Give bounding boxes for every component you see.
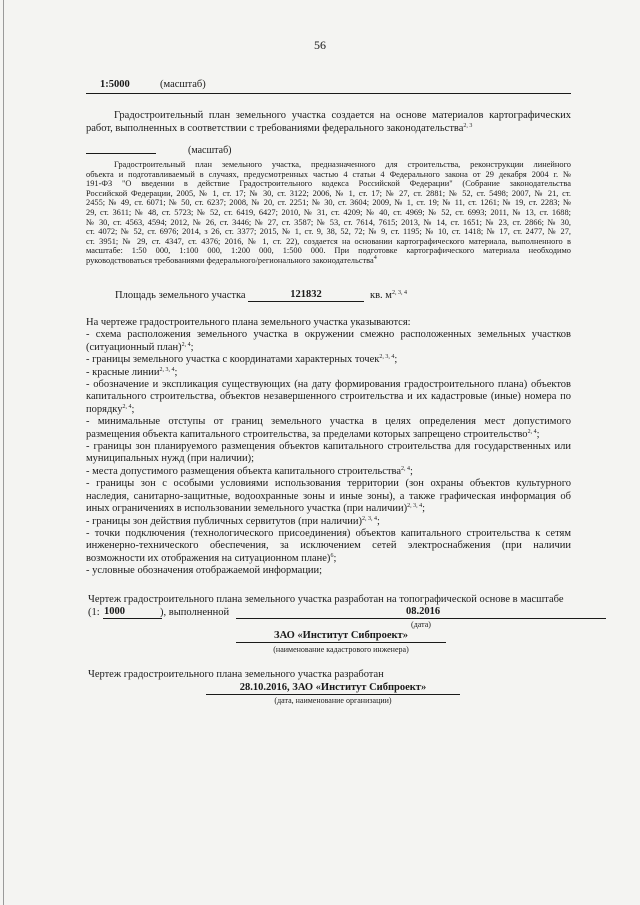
note-line: объекта и подготавливаемый в случаях, предусмотренных частью 4 статьи 4 Федерального закона от 29 декабря 2004 г. № [86, 169, 571, 179]
topo-line: Чертеж градостроительного плана земельного участка разработан на топографической основе в масштабе [88, 594, 564, 605]
developer-caption: (дата, наименование организации) [274, 696, 392, 705]
note-line: руководствоваться требованиями федерального/регионального законодательства [86, 255, 374, 265]
note-line: Градостроительный план земельного участка, предназначенного для строительства, реконструкции линейного [114, 160, 571, 169]
drawing-contents-list [86, 317, 571, 578]
note-line: масштабе: 1:50 000, 1:100 000, 1:200 000, 1:500 000. При подготовке картографического материала необходимо [86, 246, 571, 256]
note-line: ст. 4072; № 52, ст. 6976; 2014, з 26, ст. 3377; 2015, № 1, ст. 9, 38, 52, 72; № 9, ст. 1195; № 10, ст. 1418; № 17, ст. 2477, № 27, [86, 227, 571, 237]
developer-line: Чертеж градостроительного плана земельного участка разработан [88, 669, 384, 680]
scale-label: (масштаб) [160, 79, 206, 90]
cadastral-engineer-caption: (наименование кадастрового инженера) [273, 645, 409, 654]
note-line: Российской Федерации, 2005, № 1, ст. 17; № 30, ст. 3122; 2006, № 1, ст. 17; № 27, ст. 2881; № 52, ст. 5498; 2007, № 21, ст. [86, 188, 571, 198]
note-line: 29, ст. 3611; № 48, ст. 5723; № 52, ст. 6419, 6427; 2010, № 31, ст. 4209; № 40, ст. 4969; № 52, ст. 6993; 2011, № 13, ст. 1688; [86, 207, 571, 217]
intro-paragraph [86, 109, 571, 135]
list-item: - схема расположения земельного участка в окружении смежно расположенных земельных участков (ситуационный план)$^{2, 4}$; [86, 329, 571, 353]
list-intro: На чертеже градостроительного плана земельного участка указываются: [86, 317, 411, 328]
list-item: - места допустимого размещения объекта капитального строительства$^{2, 4}$; [86, 465, 413, 477]
linear-object-note [86, 160, 571, 266]
scan-left-edge [3, 0, 4, 905]
area-label: Площадь земельного участка [115, 290, 246, 301]
scale-underline [86, 153, 156, 154]
list-item: - границы земельного участка с координатами характерных точек$^{2, 3, 4}$; [86, 354, 398, 366]
list-item: - красные линии$^{2, 3, 4}$; [86, 366, 178, 378]
list-item: - границы зон с особыми условиями использования территории (зон охраны объектов культурного наследия, санитарно-защитные, водоохранные зоны и иные зоны), а также графическая информация об иных ограничениях в использовании земельного участка (при наличии)$^{2, 3, 4}$; [86, 478, 571, 515]
list-item: - границы зон действия публичных сервитутов (при наличии)$^{2, 3, 4}$; [86, 515, 380, 527]
scale-value: 1:5000 [100, 79, 130, 90]
cadastral-engineer-value: ЗАО «Институт Сибпроект» [236, 629, 446, 643]
topo-date-caption: (дата) [411, 620, 431, 629]
list-item: - границы зон планируемого размещения объектов капитального строительства для государственных или муниципальных нужд (при наличии); [86, 441, 571, 465]
intro-footnote: 2, 3 [463, 123, 473, 129]
scale-label-2: (масштаб) [188, 145, 232, 156]
list-item: - точки подключения (технологического присоединения) объектов капитального строительства к сетям инженерно-технического обеспечения, за исключением сетей электроснабжения (при наличии возможности их отображения на ситуационном плане)$^6$; [86, 527, 571, 564]
topo-scale-open: (1: [88, 607, 100, 618]
intro-text: Градостроительный план земельного участка создается на основе материалов картографических работ, выполненных в соответствии с требованиями федерального законодательства [86, 110, 571, 134]
topo-date-value: 08.2016 [236, 605, 606, 619]
note-line: 2455; № 49, ст. 6071; № 50, ст. 6237; 2008, № 20, ст. 2251; № 30, ст. 3604; 2009, № 1, ст. 19; № 11, ст. 1261; № 19, ст. 2283; № [86, 198, 571, 208]
scale-separator [86, 93, 571, 94]
topo-scale-value: 1000 [103, 605, 162, 619]
list-item: - условные обозначения отображаемой информации; [86, 565, 323, 577]
note-footnote: 4 [373, 254, 377, 261]
note-line: 191-ФЗ "О введении в действие Градостроительного кодекса Российской Федерации" (Собрание законодательства [86, 179, 571, 189]
developer-value: 28.10.2016, ЗАО «Институт Сибпроект» [206, 681, 460, 695]
note-line: № 30, ст. 4563, 4594; 2012, № 26, ст. 3446; № 27, ст. 3587; № 53, ст. 7614, 7615; 2013, № 14, ст. 1651; № 23, ст. 2866; № 30, [86, 217, 571, 227]
area-unit: кв. $м^{2, 3, 4}$ [370, 290, 407, 301]
topo-scale-close: ), выполненной [160, 607, 230, 618]
list-item: - минимальные отступы от границ земельного участка в целях определения мест допустимого размещения объекта капитального строительства, за пределами которых запрещено строительство$^{2, 4}$; [86, 416, 571, 440]
page-number: 56 [314, 38, 326, 52]
area-value: 121832 [248, 288, 364, 302]
note-line: ст. 3951; № 29, ст. 4347, ст. 4376; 2016, № 1, ст. 22), создается на основании картографического материала, выполненного в [86, 236, 571, 246]
list-item: - обозначение и экспликация существующих (на дату формирования градостроительного плана) объектов капитального строительства, объектов незавершенного строительства и их кадастровые (иные) номера по порядку$^{2, 4}$; [86, 379, 571, 415]
